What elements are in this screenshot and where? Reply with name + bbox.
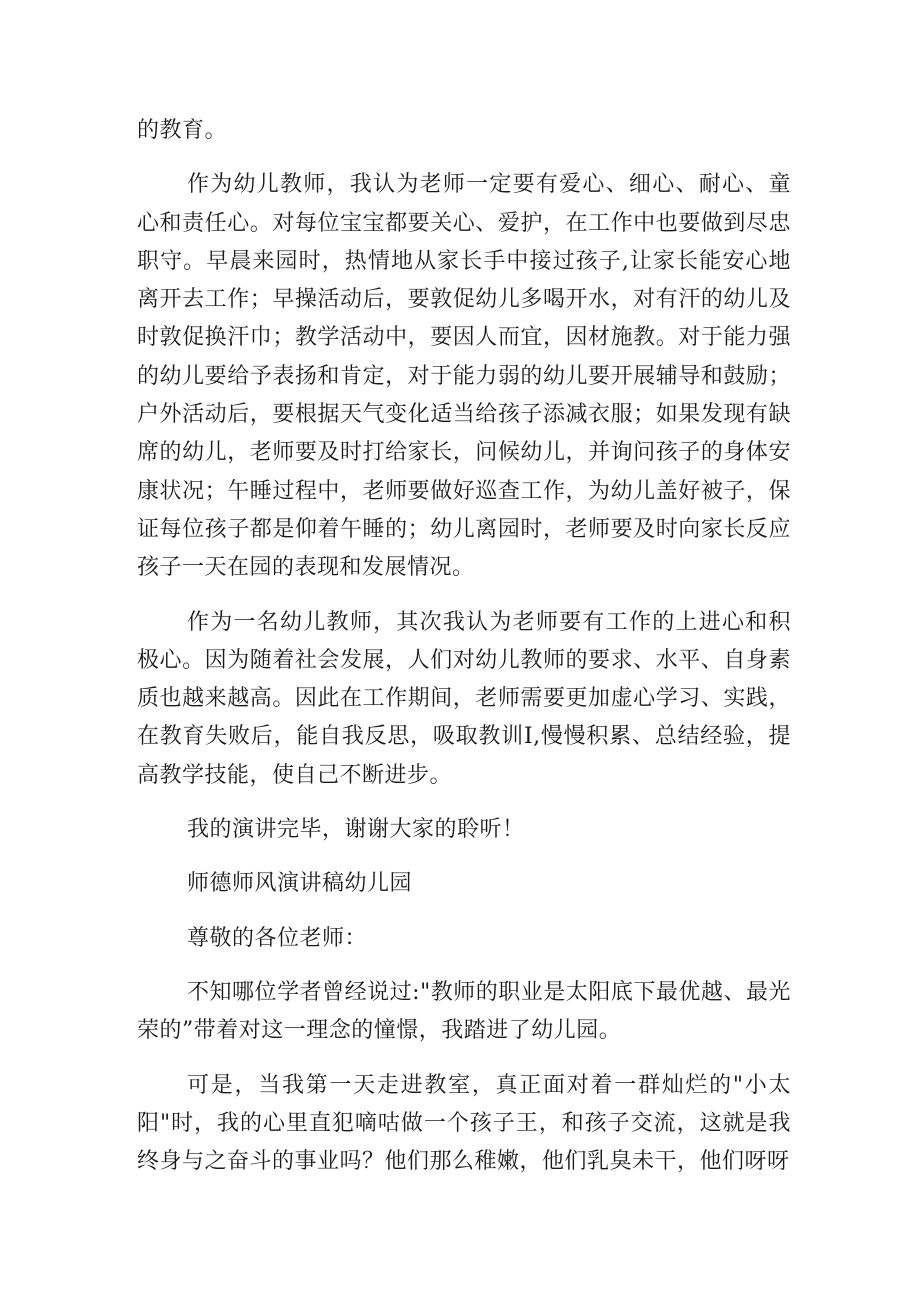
paragraph-closing: 我的演讲完毕，谢谢大家的聆听！ — [187, 817, 525, 843]
paragraph-continuation: 的教育。 — [137, 118, 228, 143]
paragraph-quote: 不知哪位学者曾经说过:"教师的职业是太阳底下最优越、最光荣的”带着对这一理念的憧憬，我踏进了幼儿园。 — [137, 979, 791, 1044]
paragraph-first-day: 可是，当我第一天走进教室，真正面对着一群灿烂的"小太阳"时，我的心里直犯嘀咕做一个孩子王，和孩子交流，这就是我终身与之奋斗的事业吗？他们那么稚嫩，他们乳臭未干，他们呀呀 — [137, 1072, 791, 1175]
paragraph-teacher-qualities: 作为幼儿教师，我认为老师一定要有爱心、细心、耐心、童心和责任心。对每位宝宝都要关心、爱护，在工作中也要做到尽忠职守。早晨来园时，热情地从家长手中接过孩子,让家长能安心地离开去工作；早操活动后，要敦促幼儿多喝开水，对有汗的幼儿及时敦促换汗巾；教学活动中，要因人而宜，因材施教。对于能力强的幼儿要给予表扬和肯定，对于能力弱的幼儿要开展辅导和鼓励；户外活动后，要根据天气变化适当给孩子添减衣服；如果发现有缺席的幼儿，老师要及时打给家长，问候幼儿，并询问孩子的身体安康状况；午睡过程中，老师要做好巡查工作，为幼儿盖好被子，保证每位孩子都是仰着午睡的；幼儿离园时，老师要及时向家长反应孩子一天在园的表现和发展情况。 — [137, 172, 791, 581]
document-body — [137, 112, 791, 1181]
salutation: 尊敬的各位老师： — [187, 925, 368, 951]
paragraph-self-improvement: 作为一名幼儿教师，其次我认为老师要有工作的上进心和积极心。因为随着社会发展，人们对幼儿教师的要求、水平、自身素质也越来越高。因此在工作期间，老师需要更加虚心学习、实践，在教育失败后，能自我反思，吸取教训I,慢慢积累、总结经验，提高教学技能，使自己不断进步。 — [137, 609, 791, 788]
speech-title: 师德师风演讲稿幼儿园 — [187, 871, 413, 897]
